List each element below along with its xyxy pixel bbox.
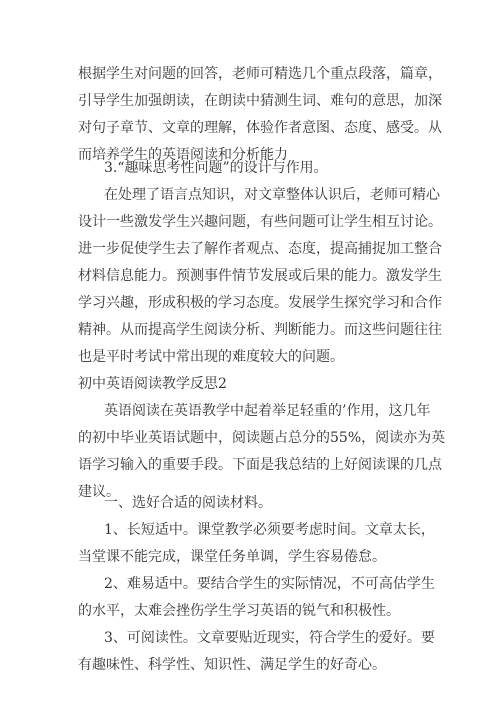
list-item-line: 当堂课不能完成，课堂任务单调，学生容易倦怠。 <box>78 549 386 565</box>
heading-3: 3.“趣味思考性问题”的设计与作用。 <box>104 160 328 176</box>
paragraph-line: 对句子章节、文章的理解，体验作者意图、态度、感受。从 <box>78 120 442 136</box>
paragraph-line: 学习兴趣，形成积极的学习态度。发展学生探究学习和合作 <box>78 295 442 311</box>
paragraph-line: 语学习输入的重要手段。下面是我总结的上好阅读课的几点 <box>78 457 442 473</box>
paragraph-line: 在处理了语言点知识，对文章整体认识后，老师可精心 <box>104 187 440 203</box>
heading-one: 一、选好合适的阅读材料。 <box>104 495 272 511</box>
paragraph-line: 建议。 <box>78 484 120 500</box>
paragraph-line: 根据学生对问题的回答，老师可精选几个重点段落，篇章， <box>78 66 442 82</box>
section-title: 初中英语阅读教学反思2 <box>78 376 227 392</box>
list-item-line: 3、可阅读性。文章要贴近现实，符合学生的爱好。要 <box>104 630 435 646</box>
paragraph-line: 而培养学生的英语阅读和分析能力 <box>78 147 288 163</box>
list-item-line: 1、长短适中。课堂教学必须要考虑时间。文章太长， <box>104 522 435 538</box>
paragraph-line: 英语阅读在英语教学中起着举足轻重的’作用，这几年 <box>104 403 431 419</box>
paragraph-line: 也是平时考试中常出现的难度较大的问题。 <box>78 349 344 365</box>
list-item-line: 2、难易适中。要结合学生的实际情况，不可高估学生 <box>104 576 435 592</box>
paragraph-line: 材料信息能力。预测事件情节发展或后果的能力。激发学生 <box>78 268 442 284</box>
paragraph-line: 设计一些激发学生兴趣问题，有些问题可让学生相互讨论。 <box>78 214 442 230</box>
list-item-line: 有趣味性、科学性、知识性、满足学生的好奇心。 <box>78 657 386 673</box>
list-item-line: 的水平，太难会挫伤学生学习英语的锐气和积极性。 <box>78 603 400 619</box>
paragraph-line: 引导学生加强朗读，在朗读中猜测生词、难句的意思，加深 <box>78 93 442 109</box>
paragraph-line: 精神。从而提高学生阅读分析、判断能力。而这些问题往往 <box>78 322 442 338</box>
paragraph-line: 进一步促使学生去了解作者观点、态度，提高捕捉加工整合 <box>78 241 442 257</box>
paragraph-line: 的初中毕业英语试题中，阅读题占总分的55%，阅读亦为英 <box>78 430 446 446</box>
